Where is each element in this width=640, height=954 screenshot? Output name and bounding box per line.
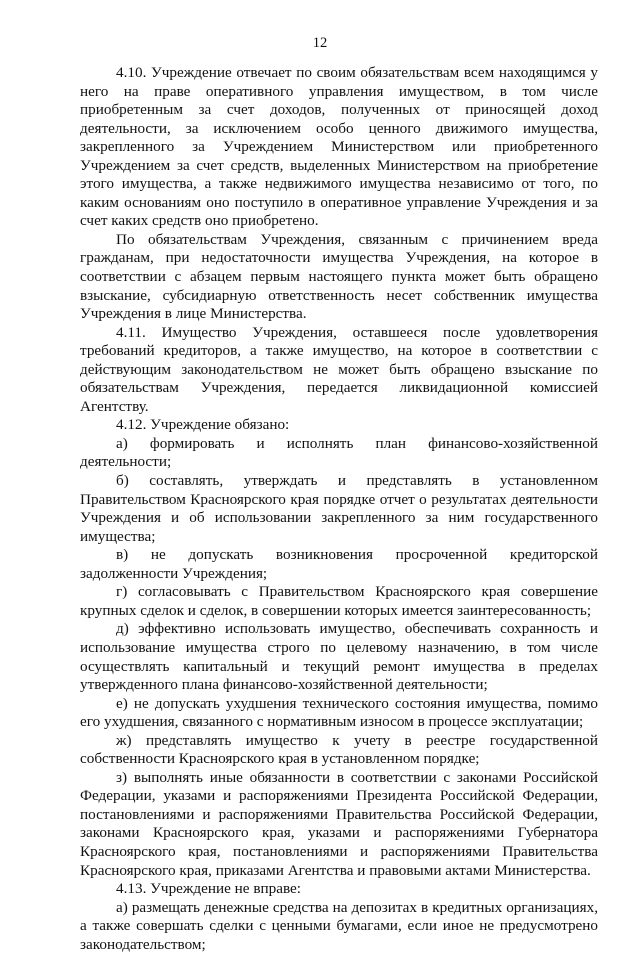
list-item-g: г) согласовывать с Правительством Красноярского края совершение крупных сделок и сделок, в совершении которых имеется заинтересованность;: [80, 583, 598, 619]
list-item-b: б) составлять, утверждать и представлять в установленном Правительством Красноярского края порядке отчет о результатах деятельности Учреждения и об использовании закрепленного за ним государственного имущества;: [80, 472, 598, 545]
list-item-v: в) не допускать возникновения просроченной кредиторской задолженности Учреждения;: [80, 546, 598, 582]
list-item-zh: ж) представлять имущество к учету в реестре государственной собственности Красноярского края в установленном порядке;: [80, 731, 598, 768]
list-item-4-13-a: а) размещать денежные средства на депозитах в кредитных организациях, а также совершать сделки с ценными бумагами, если иное не предусмотрено законодательством;: [80, 898, 598, 953]
list-item-d: д) эффективно использовать имущество, обеспечивать сохранность и использование имущества строго по целевому назначению, в том числе осуществлять капитальный и текущий ремонт имущества в пределах утвержденного плана финансово-хозяйственной деятельности;: [80, 620, 598, 694]
paragraph-4-10: 4.10. Учреждение отвечает по своим обязательствам всем находящимся у него на праве оперативного управления имуществом, в том числе приобретенным за счет доходов, полученных от приносящей доход деятельности, за исключением особо ценного движимого имущества, закрепленного за Учреждением Министерством или приобретенного Учреждением за счет средств, выделенных Министерством на приобретение этого имущества, а также недвижимого имущества независимо от того, по каким основаниям оно поступило в оперативное управление Учреждения и за счет каких средств оно приобретено.: [80, 64, 598, 230]
paragraph-subsidiary-liability: По обязательствам Учреждения, связанным с причинением вреда гражданам, при недостаточности имущества Учреждения, на которое в соответствии с абзацем первым настоящего пункта может быть обращено взыскание, субсидиарную ответственность несет собственник имущества Учреждения в лице Министерства.: [80, 230, 598, 323]
paragraph-4-12-heading: 4.12. Учреждение обязано:: [116, 416, 290, 434]
page-number: 12: [312, 35, 328, 51]
paragraph-4-13-heading: 4.13. Учреждение не вправе:: [116, 880, 301, 898]
list-item-z: з) выполнять иные обязанности в соответствии с законами Российской Федерации, указами и распоряжениями Президента Российской Федерации, постановлениями и распоряжениями Правительства Российской Федерации, законами Красноярского края, указами и распоряжениями Губернатора Красноярского края, постановлениями и распоряжениями Правительства Красноярского края, приказами Агентства и правовыми актами Министерства.: [80, 768, 598, 879]
list-item-a: а) формировать и исполнять план финансово-хозяйственной деятельности;: [80, 434, 598, 471]
paragraph-4-11: 4.11. Имущество Учреждения, оставшееся после удовлетворения требований кредиторов, а также имущество, на которое в соответствии с действующим законодательством не может быть обращено взыскание по обязательствам Учреждения, передается ликвидационной комиссией Агентству.: [80, 323, 598, 415]
document-body: [80, 64, 598, 954]
list-item-e: е) не допускать ухудшения технического состояния имущества, помимо его ухудшения, связанного с нормативным износом в процессе эксплуатации;: [80, 694, 598, 731]
